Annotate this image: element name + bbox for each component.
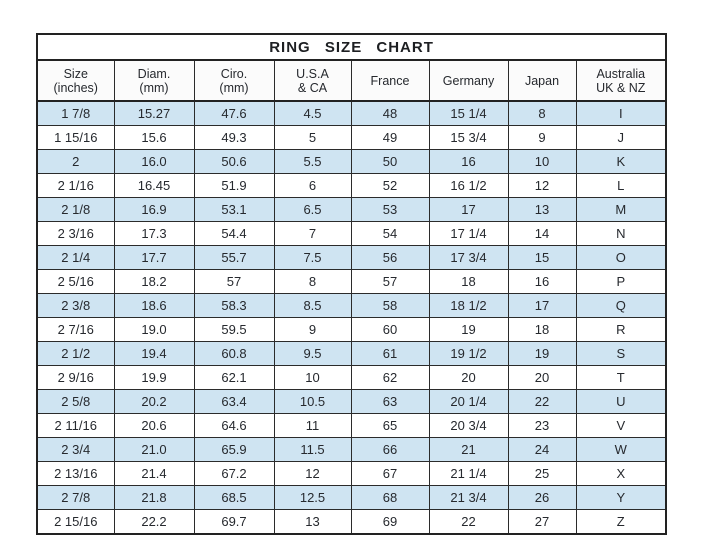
table-cell: 19 [429, 318, 508, 342]
table-cell: 8 [508, 101, 576, 126]
table-cell: 15.27 [114, 101, 194, 126]
table-cell: 15 1/4 [429, 101, 508, 126]
table-row [37, 366, 666, 390]
table-cell: S [576, 342, 666, 366]
table-cell: N [576, 222, 666, 246]
table-cell: J [576, 126, 666, 150]
table-cell: 62.1 [194, 366, 274, 390]
table-cell: 2 13/16 [37, 462, 114, 486]
table-cell: 2 11/16 [37, 414, 114, 438]
table-cell: 17 1/4 [429, 222, 508, 246]
column-header-4: France [351, 60, 429, 101]
table-cell: 2 3/8 [37, 294, 114, 318]
table-header-row [37, 60, 666, 101]
table-cell: 22 [508, 390, 576, 414]
table-cell: 64.6 [194, 414, 274, 438]
table-cell: 6 [274, 174, 351, 198]
table-cell: 23 [508, 414, 576, 438]
table-cell: 16.45 [114, 174, 194, 198]
table-cell: V [576, 414, 666, 438]
table-row [37, 101, 666, 126]
table-cell: I [576, 101, 666, 126]
table-row [37, 390, 666, 414]
table-cell: 1 15/16 [37, 126, 114, 150]
table-cell: 67 [351, 462, 429, 486]
table-cell: 8.5 [274, 294, 351, 318]
table-cell: 2 5/8 [37, 390, 114, 414]
table-cell: 16 1/2 [429, 174, 508, 198]
table-cell: 2 15/16 [37, 510, 114, 535]
table-cell: 67.2 [194, 462, 274, 486]
table-cell: 20 [508, 366, 576, 390]
table-cell: 7 [274, 222, 351, 246]
table-row [37, 486, 666, 510]
table-cell: Z [576, 510, 666, 535]
table-title: RING SIZE CHART [37, 34, 666, 60]
table-cell: 54 [351, 222, 429, 246]
table-cell: 18.2 [114, 270, 194, 294]
table-cell: 9 [274, 318, 351, 342]
table-cell: 12 [274, 462, 351, 486]
table-row [37, 246, 666, 270]
table-row [37, 198, 666, 222]
table-cell: 13 [274, 510, 351, 535]
table-cell: 11 [274, 414, 351, 438]
table-cell: T [576, 366, 666, 390]
table-cell: 2 5/16 [37, 270, 114, 294]
table-row [37, 438, 666, 462]
table-cell: 5.5 [274, 150, 351, 174]
column-header-3: U.S.A & CA [274, 60, 351, 101]
table-cell: 57 [351, 270, 429, 294]
table-cell: 12 [508, 174, 576, 198]
table-row [37, 150, 666, 174]
table-cell: 21 3/4 [429, 486, 508, 510]
table-row [37, 294, 666, 318]
table-cell: 7.5 [274, 246, 351, 270]
table-cell: 19.4 [114, 342, 194, 366]
table-cell: 16.9 [114, 198, 194, 222]
table-cell: 19.0 [114, 318, 194, 342]
table-cell: 2 1/2 [37, 342, 114, 366]
table-cell: 18 [429, 270, 508, 294]
table-cell: 9 [508, 126, 576, 150]
table-cell: 20 3/4 [429, 414, 508, 438]
table-cell: P [576, 270, 666, 294]
table-row [37, 270, 666, 294]
table-cell: 69 [351, 510, 429, 535]
table-row [37, 510, 666, 535]
table-cell: 6.5 [274, 198, 351, 222]
table-cell: 2 1/16 [37, 174, 114, 198]
table-cell: 5 [274, 126, 351, 150]
table-cell: 47.6 [194, 101, 274, 126]
table-cell: 63.4 [194, 390, 274, 414]
table-row [37, 462, 666, 486]
table-cell: 58 [351, 294, 429, 318]
table-cell: 51.9 [194, 174, 274, 198]
table-cell: 17.3 [114, 222, 194, 246]
table-cell: 1 7/8 [37, 101, 114, 126]
table-cell: 65 [351, 414, 429, 438]
table-cell: 69.7 [194, 510, 274, 535]
table-cell: 14 [508, 222, 576, 246]
table-cell: 17.7 [114, 246, 194, 270]
table-cell: 18 [508, 318, 576, 342]
table-cell: 25 [508, 462, 576, 486]
table-cell: 10.5 [274, 390, 351, 414]
table-row [37, 174, 666, 198]
table-cell: 17 [508, 294, 576, 318]
table-cell: 68 [351, 486, 429, 510]
table-cell: W [576, 438, 666, 462]
table-cell: 19 1/2 [429, 342, 508, 366]
table-cell: 4.5 [274, 101, 351, 126]
table-cell: 2 1/8 [37, 198, 114, 222]
table-cell: 2 3/4 [37, 438, 114, 462]
table-cell: R [576, 318, 666, 342]
table-cell: 56 [351, 246, 429, 270]
table-cell: 55.7 [194, 246, 274, 270]
table-cell: 61 [351, 342, 429, 366]
table-cell: 59.5 [194, 318, 274, 342]
table-cell: 8 [274, 270, 351, 294]
table-cell: 18 1/2 [429, 294, 508, 318]
table-cell: 53.1 [194, 198, 274, 222]
table-row [37, 318, 666, 342]
table-cell: 2 7/8 [37, 486, 114, 510]
table-cell: 58.3 [194, 294, 274, 318]
table-row [37, 414, 666, 438]
table-cell: 21.8 [114, 486, 194, 510]
table-cell: 66 [351, 438, 429, 462]
table-row [37, 342, 666, 366]
table-cell: 57 [194, 270, 274, 294]
table-cell: 12.5 [274, 486, 351, 510]
table-row [37, 222, 666, 246]
table-cell: 48 [351, 101, 429, 126]
table-cell: 2 3/16 [37, 222, 114, 246]
table-cell: 16 [429, 150, 508, 174]
table-cell: 10 [508, 150, 576, 174]
table-cell: 18.6 [114, 294, 194, 318]
table-cell: 15 3/4 [429, 126, 508, 150]
table-cell: 21.4 [114, 462, 194, 486]
table-cell: 52 [351, 174, 429, 198]
column-header-2: Ciro. (mm) [194, 60, 274, 101]
table-cell: 2 7/16 [37, 318, 114, 342]
table-cell: 13 [508, 198, 576, 222]
ring-size-chart-table [36, 33, 667, 535]
table-cell: 9.5 [274, 342, 351, 366]
table-cell: 49 [351, 126, 429, 150]
table-cell: 11.5 [274, 438, 351, 462]
table-cell: M [576, 198, 666, 222]
table-cell: 19 [508, 342, 576, 366]
table-cell: 21 1/4 [429, 462, 508, 486]
table-cell: K [576, 150, 666, 174]
table-cell: 54.4 [194, 222, 274, 246]
column-header-7: Australia UK & NZ [576, 60, 666, 101]
table-cell: 21.0 [114, 438, 194, 462]
table-cell: 60.8 [194, 342, 274, 366]
table-cell: 19.9 [114, 366, 194, 390]
column-header-5: Germany [429, 60, 508, 101]
table-title-row [37, 34, 666, 60]
table-cell: 16.0 [114, 150, 194, 174]
table-cell: 21 [429, 438, 508, 462]
table-cell: 17 3/4 [429, 246, 508, 270]
table-cell: 63 [351, 390, 429, 414]
table-cell: 20.6 [114, 414, 194, 438]
table-cell: 24 [508, 438, 576, 462]
column-header-1: Diam. (mm) [114, 60, 194, 101]
table-cell: X [576, 462, 666, 486]
table-cell: 10 [274, 366, 351, 390]
table-cell: 20 1/4 [429, 390, 508, 414]
table-cell: Y [576, 486, 666, 510]
table-cell: 49.3 [194, 126, 274, 150]
table-cell: 50.6 [194, 150, 274, 174]
table-cell: U [576, 390, 666, 414]
table-cell: Q [576, 294, 666, 318]
table-cell: 50 [351, 150, 429, 174]
table-cell: 2 9/16 [37, 366, 114, 390]
table-cell: 26 [508, 486, 576, 510]
table-cell: 15 [508, 246, 576, 270]
table-cell: 22 [429, 510, 508, 535]
table-cell: 20.2 [114, 390, 194, 414]
table-cell: 53 [351, 198, 429, 222]
table-cell: 62 [351, 366, 429, 390]
table-cell: 27 [508, 510, 576, 535]
table-cell: 15.6 [114, 126, 194, 150]
table-cell: O [576, 246, 666, 270]
table-cell: 22.2 [114, 510, 194, 535]
table-cell: 60 [351, 318, 429, 342]
table-cell: 65.9 [194, 438, 274, 462]
column-header-0: Size (inches) [37, 60, 114, 101]
table-cell: 17 [429, 198, 508, 222]
table-cell: 2 [37, 150, 114, 174]
table-cell: 68.5 [194, 486, 274, 510]
table-cell: 2 1/4 [37, 246, 114, 270]
column-header-6: Japan [508, 60, 576, 101]
table-row [37, 126, 666, 150]
table-cell: 20 [429, 366, 508, 390]
table-cell: L [576, 174, 666, 198]
table-cell: 16 [508, 270, 576, 294]
